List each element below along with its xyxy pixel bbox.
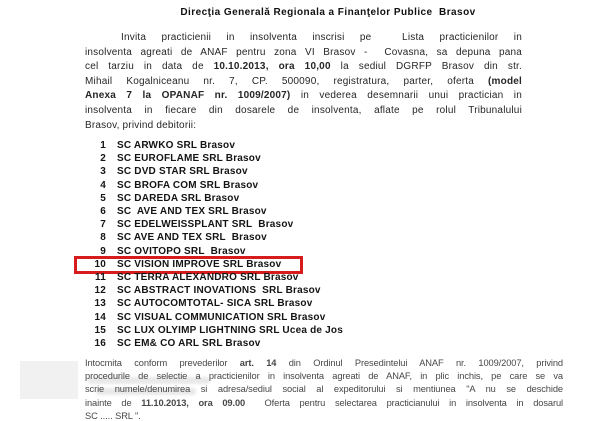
debtor-row: [80, 311, 420, 324]
debtor-name: SC DAREDA SRL Brasov: [117, 192, 240, 204]
debtor-number: 6: [100, 206, 106, 218]
debtor-number: 10: [94, 258, 106, 270]
text-run: inainte de: [85, 397, 142, 408]
text-run: la sediul DGRFP Brasov din str.: [330, 61, 523, 73]
debtor-number: 7: [100, 219, 106, 231]
text-run: scrie numele/denumirea si adresa/sediul social al expeditorului si mentiunea "A nu se deschide: [85, 384, 563, 395]
debtor-row: [80, 179, 420, 192]
debtor-row: [80, 297, 420, 310]
text-run: procedurile de selectie a practicienilor in insolventa agreati de ANAF, in plic inchis, pe care se va: [85, 371, 563, 382]
bold-text-run: (model: [488, 75, 522, 87]
debtor-name: SC AVE AND TEX SRL Brasov: [117, 232, 267, 244]
debtor-row: [80, 231, 420, 244]
text-line: [85, 104, 522, 119]
debtor-number: 11: [95, 272, 106, 284]
text-line: [85, 357, 563, 370]
debtor-row: [80, 271, 420, 284]
debtor-name: SC TERRA ALEXANDRO SRL Brasov: [117, 272, 299, 284]
debtor-name: SC EUROFLAME SRL Brasov: [117, 153, 261, 165]
debtor-row: [80, 165, 420, 178]
debtor-row: [80, 218, 420, 231]
text-run: in vederea desemnarii unui practician in: [290, 90, 522, 102]
text-line: [85, 60, 522, 75]
bold-text-run: 10.10.2013, ora 10,00: [213, 61, 331, 73]
debtor-name: SC ARWKO SRL Brasov: [117, 140, 236, 151]
document-title: Direcţia Generală Regionala a Finanţelor Publice Brasov: [180, 7, 476, 18]
debtor-row: [80, 205, 420, 218]
debtor-row: [80, 258, 420, 271]
text-line: [85, 46, 522, 61]
debtor-list: [80, 139, 420, 350]
debtor-name: SC EDELWEISSPLANT SRL Brasov: [117, 219, 294, 231]
bold-text-run: 11.10.2013, ora 09.00: [141, 397, 246, 408]
debtor-name: SC LUX OLYIMP LIGHTNING SRL Ucea de Jos: [117, 324, 343, 336]
debtor-name: SC EM& CO ARL SRL Brasov: [117, 338, 261, 350]
text-line: [85, 119, 522, 134]
text-run: cel tarziu in data de: [85, 61, 214, 73]
debtor-name: SC VISUAL COMMUNICATION SRL Brasov: [117, 311, 326, 323]
debtor-name: SC DVD STAR SRL Brasov: [117, 166, 248, 178]
debtor-number: 3: [100, 166, 106, 178]
debtor-name: SC AUTOCOMTOTAL- SICA SRL Brasov: [117, 298, 313, 310]
debtor-number: 2: [100, 153, 106, 165]
text-line: [85, 31, 522, 46]
text-line: [85, 397, 563, 410]
debtor-row: [80, 337, 420, 350]
debtor-number: 13: [94, 298, 106, 310]
text-line: [85, 370, 563, 383]
text-line: [85, 89, 522, 104]
intro-paragraph: [85, 31, 522, 133]
text-line: [85, 75, 522, 90]
text-run: SC ..... SRL ".: [85, 410, 141, 421]
debtor-name: SC BROFA COM SRL Brasov: [117, 179, 259, 191]
text-run: Invita practicienii in insolventa inscrisi pe Lista practicienilor in: [121, 32, 522, 43]
debtor-number: 15: [94, 324, 106, 336]
debtor-name: SC ABSTRACT INOVATIONS SRL Brasov: [117, 285, 321, 297]
debtor-number: 8: [100, 232, 106, 244]
text-run: Mihail Kogalniceanu nr. 7, CP. 500090, registratura, parter, oferta: [85, 75, 489, 87]
debtor-row: [80, 152, 420, 165]
text-run: Brasov, privind debitorii:: [85, 119, 197, 131]
debtor-row: [80, 192, 420, 205]
debtor-number: 12: [94, 285, 106, 297]
watermark-block: [20, 361, 78, 399]
bold-text-run: Anexa 7 la OPANAF nr. 1009/2007): [85, 90, 291, 102]
debtor-row: [80, 139, 420, 152]
text-line: [85, 383, 563, 396]
text-run: din Ordinul Presedintelui ANAF nr. 1009/2007, privind: [276, 358, 563, 368]
debtor-number: 5: [100, 192, 106, 204]
debtor-name: SC VISION IMPROVE SRL Brasov: [117, 258, 282, 270]
debtor-row: [80, 324, 420, 337]
text-line: [85, 410, 563, 421]
debtor-name: SC OVITOPO SRL Brasov: [117, 245, 246, 257]
bold-text-run: art. 14: [239, 358, 277, 368]
footer-paragraph: [85, 357, 563, 421]
text-run: insolventa agreati de ANAF pentru zona VI Brasov - Covasna, sa depuna pana: [85, 46, 522, 58]
text-run: Intocmita conform prevederilor: [85, 358, 240, 368]
debtor-number: 4: [100, 179, 106, 191]
text-run: Oferta pentru selectarea practicianului in insolventa in dosarul: [245, 397, 563, 408]
debtor-row: [80, 245, 420, 258]
debtor-number: 9: [100, 245, 106, 257]
debtor-number: 1: [100, 140, 106, 151]
debtor-row: [80, 284, 420, 297]
debtor-number: 14: [94, 311, 106, 323]
debtor-name: SC AVE AND TEX SRL Brasov: [117, 206, 267, 218]
text-run: insolventa in fiecare din dosarele de insolventa, aflate pe rolul Tribunalului: [85, 104, 522, 116]
debtor-number: 16: [94, 338, 106, 350]
